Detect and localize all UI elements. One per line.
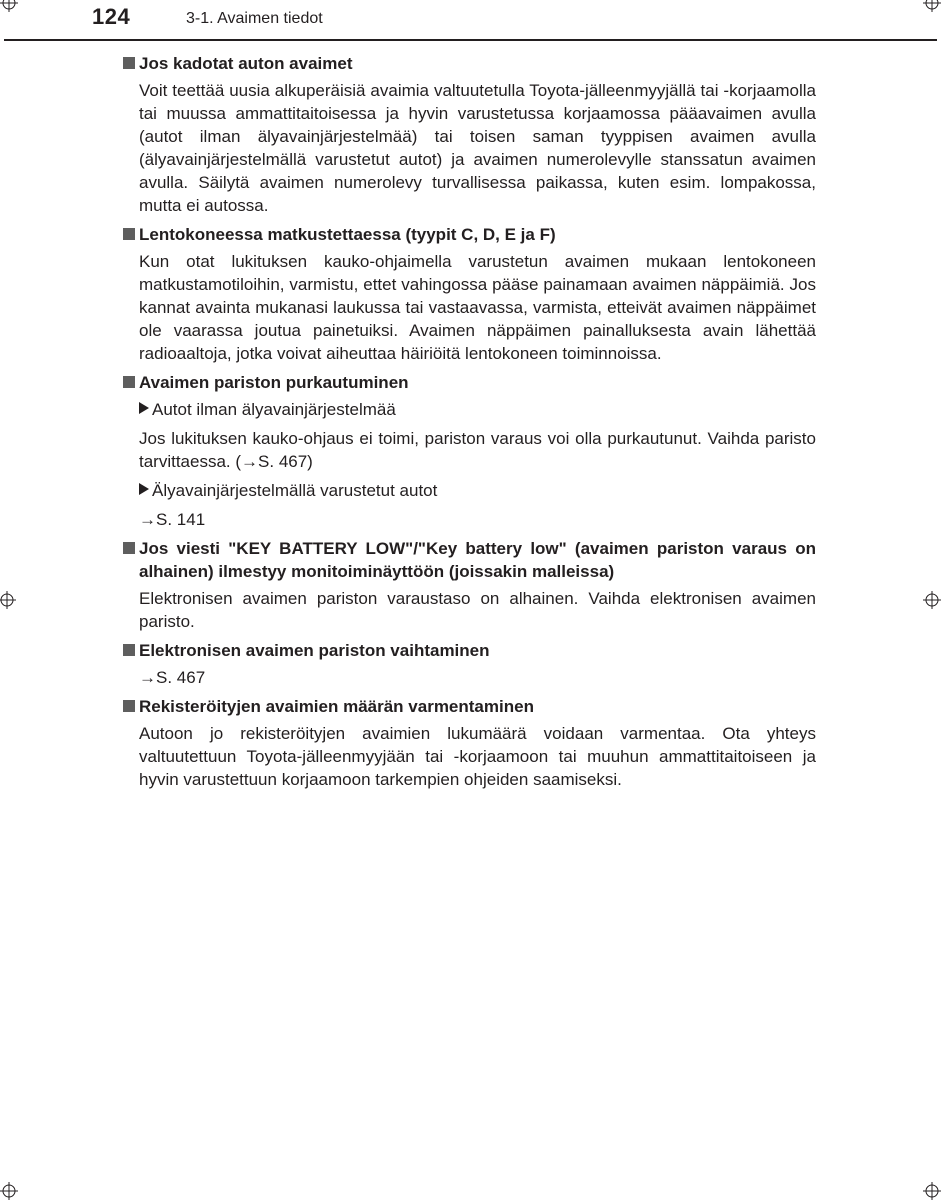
section-heading: Elektronisen avaimen pariston vaihtaminen xyxy=(122,639,816,662)
registration-mark-icon xyxy=(0,1182,18,1200)
section-paragraph: Kun otat lukituksen kauko-ohjaimella varustetun avaimen mukaan lentokoneen matkustamotiloihin, varmistu, ettet vahingossa pääse painamaan avaimen näppäimiä. Jos kannat avainta mukanasi laukussa tai vastaavassa, varmista, etteivät avaimen näppäimet ole vaarassa joutua painetuiksi. Avaimen näppäimen painalluksesta avain lähettää radioaaltoja, jotka voivat aiheuttaa häiriöitä lentokoneen toiminnoissa. xyxy=(139,252,816,363)
triangle-bullet-icon xyxy=(139,402,149,414)
section-heading: Avaimen pariston purkautuminen xyxy=(122,371,816,394)
section-airplane xyxy=(122,223,816,365)
section-registered-keys xyxy=(122,695,816,791)
section-battery-depletion xyxy=(122,371,816,531)
square-bullet-icon xyxy=(123,700,135,712)
registration-mark-icon xyxy=(0,591,16,609)
square-bullet-icon xyxy=(123,376,135,388)
section-title: 3-1. Avaimen tiedot xyxy=(186,10,323,27)
triangle-bullet-icon xyxy=(139,483,149,495)
section-paragraph: Jos lukituksen kauko-ohjaus ei toimi, pariston varaus voi olla purkautunut. Vaihda paristo tarvittaessa. (→S. 467) xyxy=(139,429,816,471)
section-heading: Jos viesti "KEY BATTERY LOW"/"Key battery low" (avaimen pariston varaus on alhainen) ilmestyy monitoiminäyttöön (joissakin malleissa) xyxy=(122,537,816,583)
subheading: Älyavainjärjestelmällä varustetut autot xyxy=(122,479,816,502)
header-rule xyxy=(4,39,937,41)
section-heading: Jos kadotat auton avaimet xyxy=(122,52,816,75)
page-reference: →S. 141 xyxy=(139,510,206,529)
registration-mark-icon xyxy=(923,0,941,12)
section-heading: Rekisteröityjen avaimien määrän varmentaminen xyxy=(122,695,816,718)
registration-mark-icon xyxy=(923,1182,941,1200)
square-bullet-icon xyxy=(123,228,135,240)
section-paragraph: Autoon jo rekisteröityjen avaimien lukumäärä voidaan varmentaa. Ota yhteys valtuutettuun Toyota-jälleenmyyjään tai -korjaamoon tai muuhun ammattitaitoiseen ja hyvin varustettuun korjaamoon tarkempien ohjeiden saamiseksi. xyxy=(139,724,816,789)
square-bullet-icon xyxy=(123,644,135,656)
registration-mark-icon xyxy=(0,0,18,12)
section-key-battery-low xyxy=(122,537,816,633)
section-battery-replacement xyxy=(122,639,816,689)
page-header xyxy=(0,0,941,44)
section-heading: Lentokoneessa matkustettaessa (tyypit C, D, E ja F) xyxy=(122,223,816,246)
registration-mark-icon xyxy=(923,591,941,609)
section-lost-keys xyxy=(122,52,816,217)
section-paragraph: Elektronisen avaimen pariston varaustaso on alhainen. Vaihda elektronisen avaimen paristo. xyxy=(139,589,816,631)
subheading: Autot ilman älyavainjärjestelmää xyxy=(122,398,816,421)
square-bullet-icon xyxy=(123,542,135,554)
page-content xyxy=(122,52,816,797)
page-reference: →S. 467 xyxy=(139,668,206,687)
section-paragraph: Voit teettää uusia alkuperäisiä avaimia valtuutetulla Toyota-jälleenmyyjällä tai -korjaamolla tai muussa ammattitaitoisessa ja hyvin varustetussa korjaamossa pääavaimen avulla (autot ilman älyavainjärjestelmää) tai toisen saman tyyppisen avaimen avulla (älyavainjärjestelmällä varustetut autot) ja avaimen numerolevylle stanssatun avaimen avulla. Säilytä avaimen numerolevy turvallisessa paikassa, kuten esim. lompakossa, mutta ei autossa. xyxy=(139,81,816,215)
page-number: 124 xyxy=(92,4,131,29)
square-bullet-icon xyxy=(123,57,135,69)
